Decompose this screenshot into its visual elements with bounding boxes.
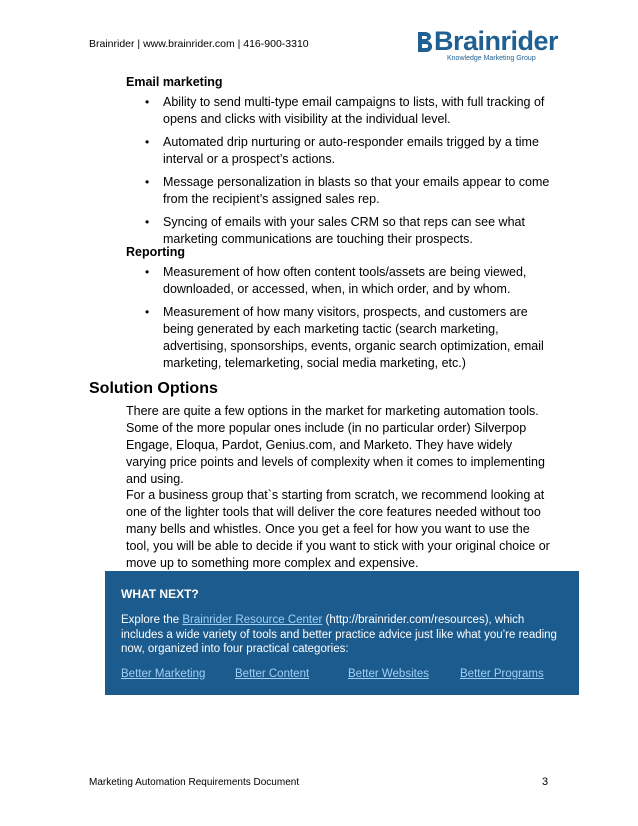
callout-title: WHAT NEXT? — [121, 587, 199, 601]
header-contact: Brainrider | www.brainrider.com | 416-900-3310 — [89, 38, 309, 50]
callout-body-suffix: (http://brainrider.com/resources), which includes a wide variety of tools and better practice advice just like what you’re reading now, organized into four practical categories: — [121, 614, 557, 655]
callout-body-prefix: Explore the — [121, 614, 183, 626]
better-content-link[interactable]: Better Content — [235, 668, 310, 680]
list-item: • Ability to send multi-type email campaigns to lists, with full tracking of opens and clicks with visibility at the individual level. — [145, 94, 555, 128]
better-programs-link[interactable]: Better Programs — [460, 668, 544, 680]
category-links — [121, 668, 569, 684]
footer-doc-title: Marketing Automation Requirements Document — [89, 777, 300, 788]
reporting-list — [145, 264, 555, 378]
email-marketing-label: Email marketing — [126, 75, 223, 89]
brainrider-logo — [414, 26, 559, 68]
list-item: • Automated drip nurturing or auto-responder emails trigged by a time interval or a prospect’s actions. — [145, 134, 555, 168]
list-item: • Syncing of emails with your sales CRM so that reps can see what marketing communications are touching their prospects. — [145, 214, 555, 248]
list-item: • Measurement of how often content tools/assets are being viewed, downloaded, or accessed, when, in which order, and by whom. — [145, 264, 555, 298]
list-item: • Measurement of how many visitors, prospects, and customers are being generated by each marketing tactic (search marketing, advertising, sponsorships, events, organic search optimization, email marketing, telemarketing, social media marketing, etc.) — [145, 304, 555, 372]
callout-body — [121, 613, 569, 657]
list-item: • Message personalization in blasts so that your emails appear to come from the recipient’s assigned sales rep. — [145, 174, 555, 208]
logo-arc-icon — [414, 28, 436, 54]
logo-wordmark: Brainrider — [434, 26, 559, 56]
solution-paragraph-1: There are quite a few options in the market for marketing automation tools. Some of the more popular ones include (in no particular order) Silverpop Engage, Eloqua, Pardot, Genius.com, and Marketo. They have widely varying price points and levels of complexity when it comes to implementing and using. — [126, 404, 545, 486]
better-marketing-link[interactable]: Better Marketing — [121, 668, 206, 680]
logo-tagline: Knowledge Marketing Group — [447, 55, 536, 62]
page-number: 3 — [542, 776, 549, 788]
reporting-label: Reporting — [126, 245, 186, 259]
solution-paragraph-2: For a business group that`s starting from scratch, we recommend looking at one of the lighter tools that will deliver the core features needed without too many bells and whistles. Once you get a feel for how you want to use the tool, you will be able to decide if you want to stick with your original choice or move up to something more complex and expensive. — [126, 488, 550, 570]
what-next-callout — [105, 571, 579, 695]
solution-options-heading: Solution Options — [89, 380, 218, 397]
email-marketing-list — [145, 94, 555, 254]
better-websites-link[interactable]: Better Websites — [348, 668, 429, 680]
resource-center-link[interactable]: Brainrider Resource Center — [182, 614, 323, 626]
